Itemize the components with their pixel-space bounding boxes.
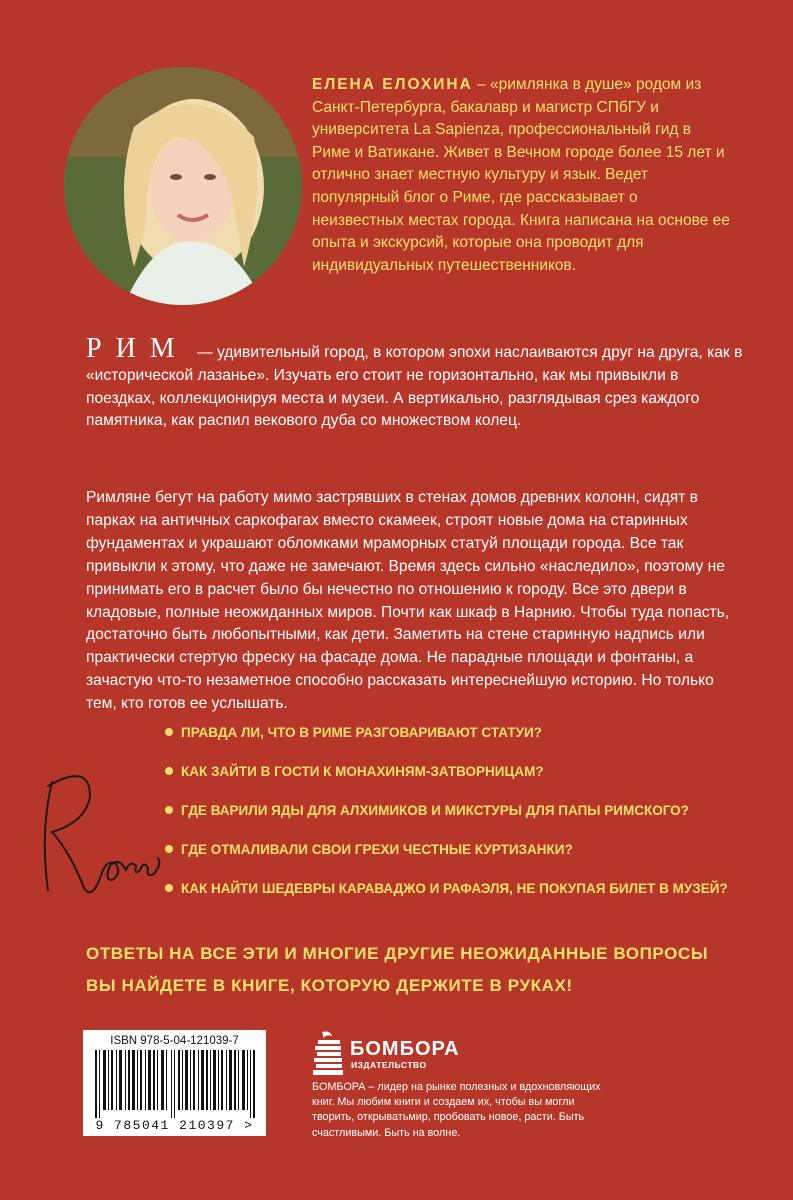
barcode-digits: 9 785041 210397 > [95, 1118, 254, 1133]
answer-line-1: ОТВЕТЫ НА ВСЕ ЭТИ И МНОГИЕ ДРУГИЕ НЕОЖИДАННЫЕ ВОПРОСЫ [86, 944, 709, 963]
isbn-text: ISBN 978-5-04-121039-7 [110, 1035, 239, 1047]
question-list [165, 723, 765, 918]
author-bio [312, 74, 732, 277]
author-bio-text: – «римлянка в душе» родом из Санкт-Петербурга, бакалавр и магистр СПбГУ и университета La Sapienza, профессиональный гид в Риме и Ватикане. Живет в Вечном городе более 15 лет и отлично знает местную культуру и язык. Ведет популярный блог о Риме, где рассказывает о неизвестных местах города. Книга написана на основе ее опыта и экскурсий, которые она проводит для индивидуальных путешественников. [312, 76, 730, 274]
answer-block [86, 938, 766, 1002]
intro-dropword: РИМ [86, 333, 189, 364]
intro-paragraph [86, 333, 746, 433]
question-item: ГДЕ ВАРИЛИ ЯДЫ ДЛЯ АЛХИМИКОВ И МИКСТУРЫ ДЛЯ ПАПЫ РИМСКОГО? [165, 801, 765, 840]
question-item: ГДЕ ОТМАЛИВАЛИ СВОИ ГРЕХИ ЧЕСТНЫЕ КУРТИЗАНКИ? [165, 840, 765, 879]
author-portrait-illustration [64, 67, 302, 305]
body-paragraph: Римляне бегут на работу мимо застрявших в стенах домов древних колонн, сидят в парках на античных саркофагах вместо скамеек, строят новые дома на старинных фундаментах и украшают обломками мраморных статуй площади города. Все так привыкли к этому, что даже не замечают. Время здесь сильно «наследило», поэтому не принимать его в расчет было бы нечестно по отношению к городу. Все это двери в кладовые, полные неожиданных миров. Почти как шкаф в Нарнию. Чтобы туда попасть, достаточно быть любопытными, как дети. Заметить на стене старинную надпись или практически стертую фреску на фасаде дома. Не парадные площади и фонтаны, а зачастую что-то незаметное способно рассказать интереснейшую историю. Но только тем, кто готов ее услышать. [86, 489, 730, 713]
publisher-blurb: БОМБОРА – лидер на рынке полезных и вдохновляющих книг. Мы любим книги и создаем их, чтобы вы могли творить, открыватьмир, пробовать новое, расти. Быть счастливыми. Быть на волне. [312, 1081, 601, 1139]
question-item: КАК НАЙТИ ШЕДЕВРЫ КАРАВАДЖО И РАФАЭЛЯ, НЕ ПОКУПАЯ БИЛЕТ В МУЗЕЙ? [165, 879, 765, 918]
author-name: ЕЛЕНА ЕЛОХИНА [312, 76, 473, 93]
publisher-logo [312, 1030, 482, 1078]
question-item: КАК ЗАЙТИ В ГОСТИ К МОНАХИНЯМ-ЗАТВОРНИЦАМ? [165, 762, 765, 801]
author-photo [64, 67, 302, 305]
question-item: ПРАВДА ЛИ, ЧТО В РИМЕ РАЗГОВАРИВАЮТ СТАТУИ? [165, 723, 765, 762]
bombora-wave-icon [312, 1030, 346, 1076]
barcode-bars [95, 1050, 255, 1118]
publisher-brand: БОМБОРА [350, 1038, 460, 1060]
answer-line-2: ВЫ НАЙДЕТЕ В КНИГЕ, КОТОРУЮ ДЕРЖИТЕ В РУКАХ! [86, 976, 573, 995]
rome-script-logo [30, 762, 170, 912]
barcode [83, 1030, 266, 1136]
intro-text: — удивительный город, в котором эпохи наслаиваются друг на друга, как в «исторической лазанье». Изучать его стоит не горизонтально, как мы привыкли в поездках, коллекционируя места и музеи. А вертикально, разглядывая срез каждого памятника, как распил векового дуба со множеством колец. [86, 344, 743, 430]
publisher-subtitle: ИЗДАТЕЛЬСТВО [351, 1060, 427, 1070]
